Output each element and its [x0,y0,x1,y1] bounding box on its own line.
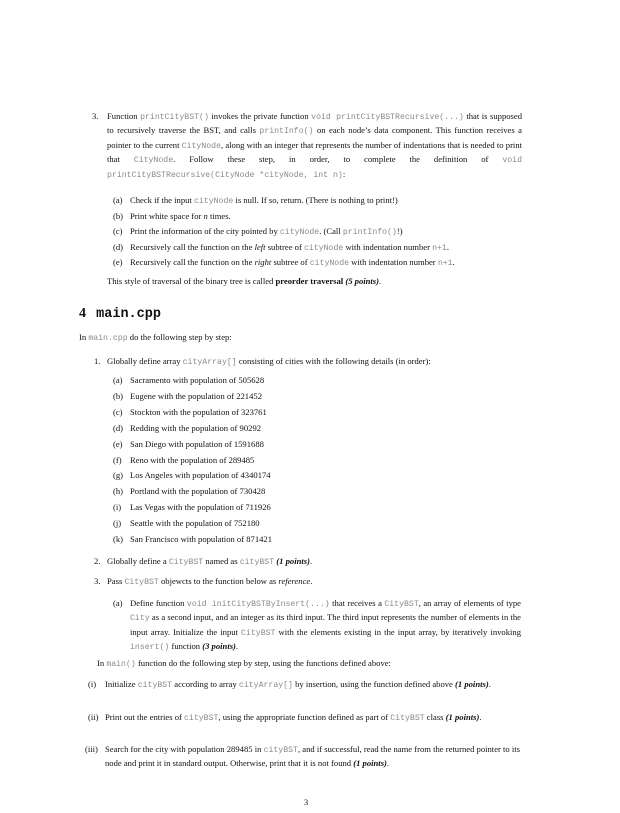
city-text: Los Angeles with population of 4340174 [130,470,271,481]
code-text: CityNode [181,141,221,151]
section-number: 4 [79,306,86,321]
section-4-intro [79,331,519,345]
plain-text: . [379,276,382,286]
plain-text: , using the appropriate function defined as part of [218,712,391,722]
city-marker: (k) [113,534,124,544]
plain-text: Search for the city with population 289485 in [105,744,264,754]
plain-text: subtree of [271,257,310,267]
plain-text: with indentation number [343,241,433,252]
plain-text: Print white space for [130,210,204,221]
plain-text: function do the following step by step, using the functions defined above: [135,658,391,668]
code-text: CityBST [241,628,276,638]
step-3-text [107,575,524,589]
city-marker: (a) [113,375,123,385]
code-text: main.cpp [88,334,128,343]
code-text: City [130,614,150,624]
roman-i-marker: (i) [88,679,97,689]
substep-a [113,194,523,208]
plain-text: subtree of [265,241,304,252]
code-text: cityArray[] [238,681,293,690]
plain-text: Print out the entries of [105,712,185,722]
section-4-heading [79,305,379,324]
plain-text: by insertion, using the function defined above [292,679,456,689]
roman-iii-text [105,743,520,770]
plain-text: according to array [172,679,239,689]
plain-text: This style of traversal of the binary tree is called [107,276,276,286]
city-item [113,533,272,545]
city-marker: (c) [113,406,123,417]
code-text: n+1 [432,243,447,253]
step-3 [94,575,524,589]
plain-text: : [342,168,346,179]
points-text: (1 points) [455,679,489,689]
points-text: (1 points) [353,758,387,769]
plain-text: on each node’s data component. This function receives a pointer to the current [107,125,522,150]
city-text: Eugene with the population of 221452 [130,390,262,401]
code-text: printInfo() [342,228,397,237]
city-marker: (h) [113,486,124,497]
city-item [113,406,267,418]
code-text: cityBST [184,714,219,723]
code-text: cityArray[] [182,358,237,367]
city-item [113,454,254,466]
city-text: San Diego with population of 1591688 [130,438,264,449]
step-1-text [107,355,524,369]
substep-e [113,256,523,270]
plain-text: invokes the private function [208,111,312,121]
substep-a-marker: (a) [113,195,123,205]
plain-text: Pass [107,576,125,586]
code-text: cityNode [279,228,320,237]
city-item [113,374,264,386]
step-3-marker: 3. [94,576,101,586]
code-text: CityNode [133,156,174,166]
plain-text: , along with an integer that represents the number of indentations that is needed to print that [107,139,522,165]
city-item [113,469,271,481]
code-text: cityNode [193,197,234,206]
plain-text: with the elements existing in the input array, by iteratively invoking [275,626,521,637]
city-marker: (e) [113,438,123,449]
roman-ii [88,711,520,725]
city-marker: (b) [113,390,124,401]
code-text: void initCityBSTByInsert(...) [186,600,330,609]
item-3 [92,110,522,182]
substep-d [113,241,523,255]
plain-text: . (Call [319,226,343,236]
points-text: (3 points) [202,641,236,652]
code-text: CityBST [384,600,419,609]
code-text: CityBST [124,578,159,587]
plain-text: do the following step by step: [127,332,232,342]
plain-text: is null. If so, return. (There is nothing to print!) [233,195,398,205]
city-text: Stockton with the population of 323761 [130,406,267,417]
roman-ii-text [105,711,520,725]
plain-text: In [79,332,89,342]
plain-text: . [479,712,482,722]
italic-text: n [203,210,208,221]
step-1 [94,355,524,369]
step-3a-marker: (a) [113,598,123,608]
plain-text: . [386,758,390,769]
code-text: printInfo() [259,127,314,137]
city-text: Reno with the population of 289485 [130,454,255,465]
city-item [113,485,265,497]
plain-text: that receives a [329,598,385,608]
city-marker: (i) [113,502,122,513]
city-text: Redding with the population of 90292 [130,422,262,433]
main-intro [97,657,527,671]
plain-text: as a second input, and an integer as its third input. The third input represents the number of elements in the input array. Initialize the input [130,612,521,637]
code-text: main() [106,660,136,669]
plain-text: Recursively call the function on the [130,241,255,252]
code-text: cityBST [239,558,275,567]
plain-text: Globally define a [107,556,169,566]
plain-text: with indentation number [349,257,438,267]
code-text: cityNode [309,259,350,268]
code-text: n+1 [437,259,453,268]
code-text: cityNode [303,243,344,253]
substep-b [113,210,523,222]
roman-iii-marker: (iii) [85,744,98,754]
city-item [113,501,271,513]
substep-a-text [130,194,523,208]
code-text: cityBST [263,746,298,755]
city-marker: (g) [113,470,124,481]
plain-text: Print the information of the city pointed by [130,226,280,236]
city-marker: (f) [113,454,122,465]
plain-text: times. [207,210,231,221]
city-item [113,438,264,450]
italic-text: left [254,241,266,252]
plain-text: Check if the input [130,195,194,205]
city-text: Sacramento with population of 505628 [130,375,265,385]
plain-text: Define function [130,598,187,608]
code-text: cityBST [137,681,173,690]
plain-text: consisting of cities with the following details (in order): [236,356,431,366]
code-text: CityBST [168,558,204,567]
step-3a [113,597,521,655]
code-text: printCityBST() [140,113,209,122]
substep-d-text [130,241,523,255]
city-item [113,422,261,434]
plain-text: . [310,576,313,586]
roman-i [88,678,520,692]
substep-e-text [130,256,523,270]
step-2-marker: 2. [94,556,101,566]
substep-e-marker: (e) [113,257,123,267]
plain-text: class [424,712,446,722]
plain-text: Recursively call the function on the [130,257,255,267]
plain-text: function [169,641,203,652]
plain-text: . Follow these step, in order, to complete the definition of [173,154,503,165]
plain-text: objewcts to the function below as [158,576,279,586]
item-3-text [107,110,522,182]
city-text: Seattle with the population of 752180 [130,518,260,529]
step-2 [94,555,524,569]
plain-text: Globally define array [107,356,183,366]
city-marker: (j) [113,518,122,529]
points-text: (1 points) [445,712,480,722]
plain-text: In [97,658,107,668]
substep-c [113,225,523,239]
code-text: insert() [130,643,170,653]
italic-text: right [254,257,272,267]
code-text: void printCityBSTRecursive(CityNode *cityNode, int n) [107,156,522,180]
section-title: main.cpp [96,307,161,322]
roman-i-text [105,678,520,692]
item-3-marker: 3. [92,111,99,121]
italic-text: reference [278,576,311,586]
plain-text: , and if successful, read the name from the returned pointer to its node and print it in standard output. Otherwise, print that it is not found [105,744,520,769]
plain-text: that is supposed to recursively traverse the BST, and calls [107,111,522,136]
substep-d-marker: (d) [113,241,124,252]
city-item [113,517,260,529]
substep-c-text [130,225,523,239]
plain-text: !) [396,226,403,236]
code-text: CityBST [390,714,425,723]
plain-text: . [235,641,239,652]
step-2-text [107,555,524,569]
plain-text: . [309,556,313,566]
bold-text: preorder traversal [275,276,344,286]
city-item [113,390,262,402]
plain-text: named as [203,556,240,566]
city-text: San Francisco with population of 871421 [130,534,273,544]
plain-text: Function [107,111,141,121]
substep-c-marker: (c) [113,226,123,236]
city-text: Portland with the population of 730428 [130,486,266,497]
points-text: (5 points) [345,276,380,286]
plain-text: , an array of elements of type [418,598,521,608]
code-text: void printCityBSTRecursive(...) [311,113,464,122]
roman-ii-marker: (ii) [88,712,99,722]
roman-iii [85,743,520,770]
points-text: (1 points) [276,556,310,566]
plain-text: Initialize [105,679,138,689]
plain-text: . [446,241,449,252]
substep-b-text [130,210,523,222]
plain-text: . [488,679,491,689]
substep-b-marker: (b) [113,210,124,221]
traversal-note [107,275,527,287]
step-3a-text [130,597,521,655]
page-number: 3 [303,797,309,807]
city-text: Las Vegas with the population of 711926 [130,502,271,513]
city-marker: (d) [113,422,124,433]
plain-text: . [452,257,455,267]
step-1-marker: 1. [94,356,101,366]
